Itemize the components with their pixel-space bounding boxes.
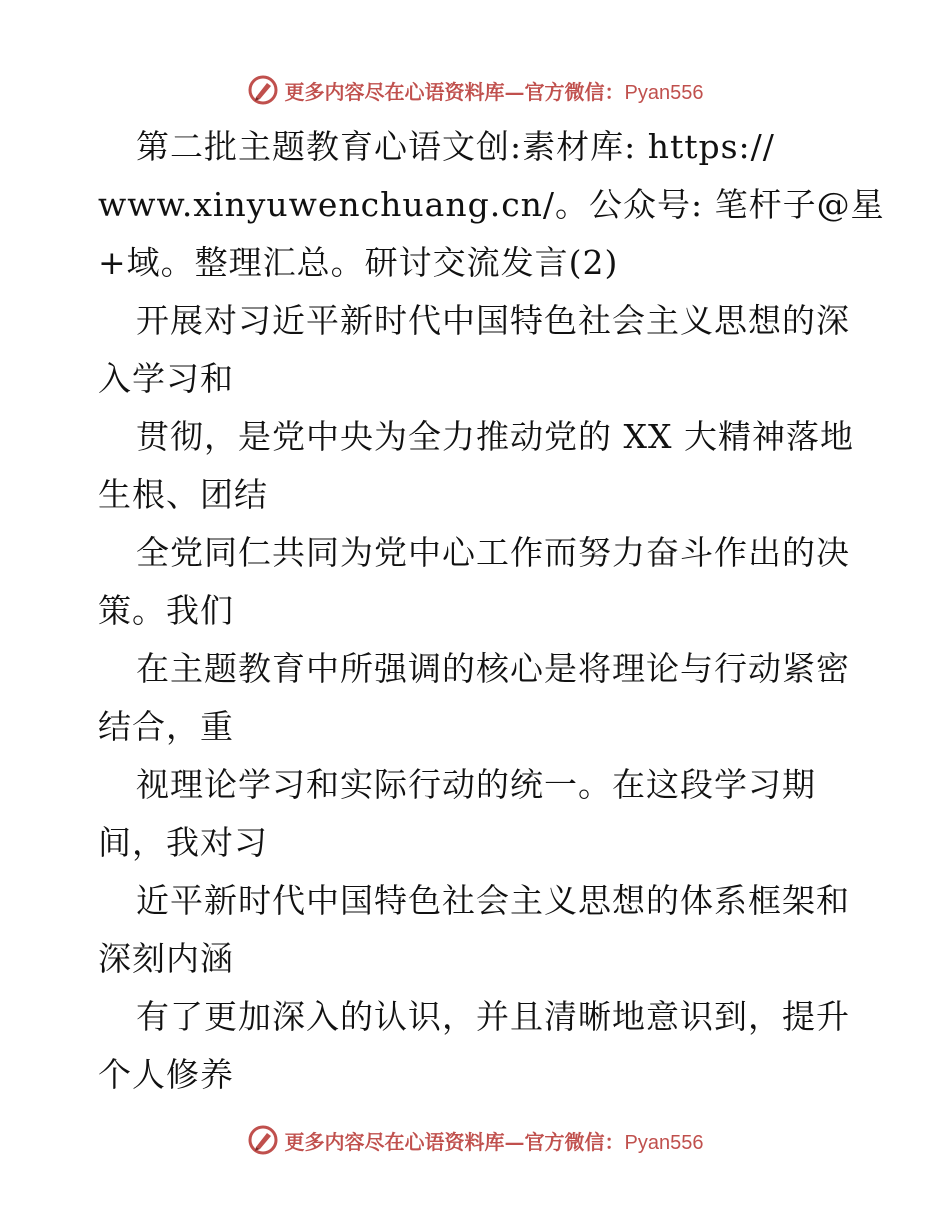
text-line: 在主题教育中所强调的核心是将理论与行动紧密: [136, 649, 850, 688]
pen-logo-icon: [247, 1124, 279, 1156]
text-line: 间，我对习: [98, 823, 268, 862]
text-line: 有了更加深入的认识，并且清晰地意识到，提升: [136, 997, 850, 1036]
text-line: 第二批主题教育心语文创:素材库: https://: [136, 127, 775, 166]
text-line: 贯彻，是党中央为全力推动党的 XX 大精神落地: [136, 417, 854, 456]
text-line: 策。我们: [98, 591, 234, 630]
banner-dash: —: [504, 1129, 525, 1154]
text-line: www.xinyuwenchuang.cn/。公众号: 笔杆子@星: [98, 185, 885, 224]
banner-wechat-id: Pyan556: [624, 81, 704, 104]
text-line: 结合，重: [98, 707, 234, 746]
text-line: 个人修养: [98, 1055, 234, 1094]
banner-dash: —: [504, 79, 525, 104]
text-line: 全党同仁共同为党中心工作而努力奋斗作出的决: [136, 533, 850, 572]
header-banner: [0, 70, 950, 110]
banner-wechat-id: Pyan556: [624, 1131, 704, 1154]
footer-banner: [0, 1120, 950, 1160]
banner-main: 更多内容尽在心语资料库: [284, 1129, 505, 1154]
text-line: 近平新时代中国特色社会主义思想的体系框架和: [136, 881, 850, 920]
pen-logo-icon: [247, 74, 279, 106]
text-line: 开展对习近平新时代中国特色社会主义思想的深: [136, 301, 850, 340]
text-line: 视理论学习和实际行动的统一。在这段学习期: [136, 765, 816, 804]
banner-wechat-label: 官方微信：: [524, 79, 625, 104]
text-line: 生根、团结: [98, 475, 268, 514]
text-line: +域。整理汇总。研讨交流发言(2): [98, 243, 619, 282]
banner-main: 更多内容尽在心语资料库: [284, 79, 505, 104]
banner-text: [285, 1126, 704, 1155]
document-body: [98, 118, 885, 1104]
text-line: 入学习和: [98, 359, 234, 398]
banner-wechat-label: 官方微信：: [524, 1129, 625, 1154]
text-line: 深刻内涵: [98, 939, 234, 978]
banner-text: [285, 76, 704, 105]
